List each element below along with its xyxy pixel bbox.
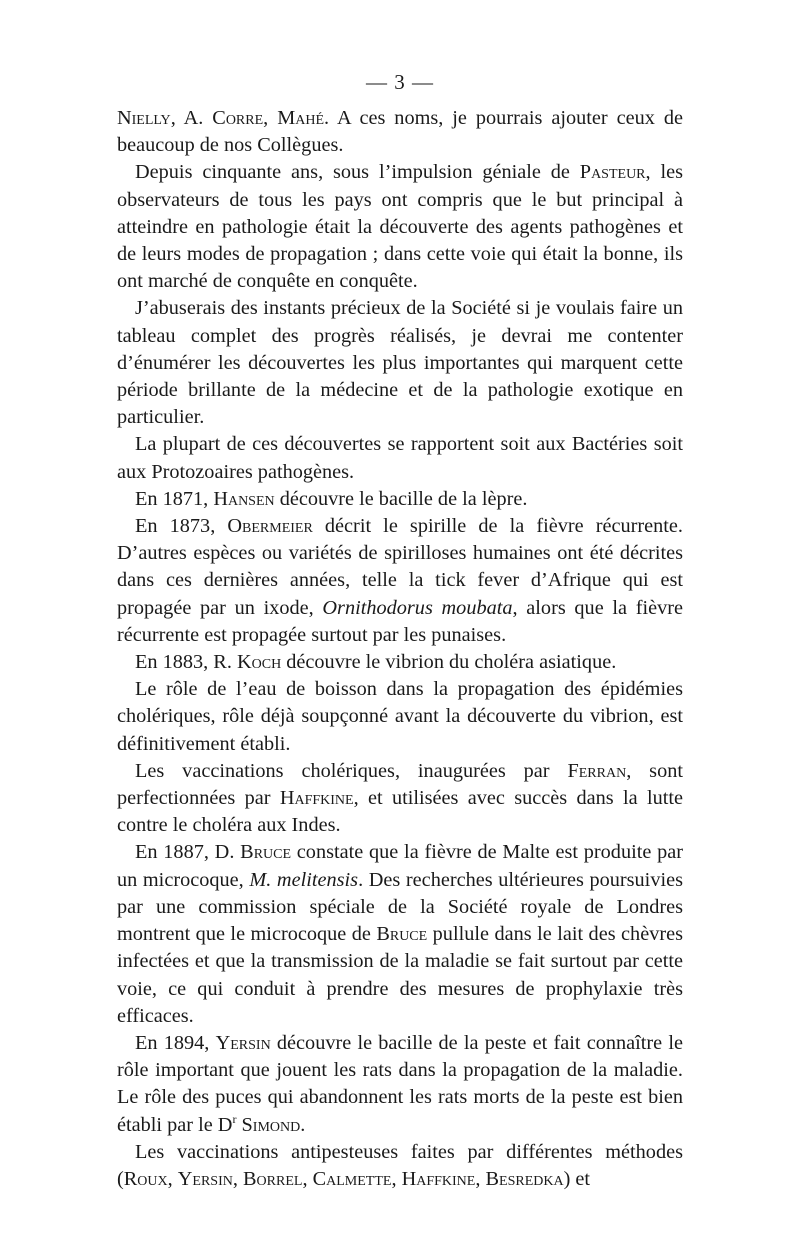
author-name: Corre <box>212 107 264 129</box>
text-run: , A. <box>170 107 213 129</box>
author-name: Bruce <box>376 923 428 946</box>
text-run: , sont perfectionnées par <box>117 759 683 810</box>
author-name: Roux <box>123 1167 168 1190</box>
text-run: découvre le vibrion du choléra asiatique. <box>281 651 617 674</box>
author-name: Haffkine <box>279 787 354 810</box>
text-run: En 1873, <box>135 515 228 538</box>
paragraph <box>117 1030 683 1139</box>
body-text <box>117 105 683 1193</box>
text-run: ) et <box>563 1167 591 1190</box>
author-name: Yersin <box>177 1167 233 1190</box>
author-name: Koch <box>236 651 282 674</box>
author-name: Simond <box>241 1113 301 1136</box>
page-number: — 3 — <box>366 70 434 94</box>
paragraph <box>117 159 683 295</box>
text-run: En 1883, R. <box>135 651 237 674</box>
author-name: Hansen <box>213 487 275 510</box>
text-run: En 1871, <box>135 487 214 510</box>
text-run: . <box>300 1113 306 1136</box>
paragraph <box>117 839 683 1029</box>
paragraph <box>117 431 683 485</box>
text-run: , les observateurs de tous les pays ont compris que le but principal à atteindre en pathologie était la découverte des agents pathogènes et de leurs modes de propagation ; dans cette voie qui était la bonne, ils ont marché de conquête en conquête. <box>117 161 684 293</box>
author-name: Nielly <box>117 107 171 129</box>
text-run: , <box>167 1167 178 1190</box>
author-name: Calmette <box>312 1167 392 1190</box>
text-run: , et utilisées avec succès dans la lutte contre le choléra aux Indes. <box>117 787 684 837</box>
italic-term: Ornithodorus moubata <box>322 596 513 619</box>
author-name: Yersin <box>215 1031 271 1054</box>
text-run: Les vaccinations antipesteuses faites par différentes méthodes ( <box>117 1140 683 1190</box>
paragraph <box>117 758 683 840</box>
author-name: Obermeier <box>227 515 313 538</box>
text-run: découvre le bacille de la peste et fait connaître le rôle important que jouent les rats dans la propagation de la maladie. Le rôle des puces qui abandonnent les rats morts de la peste est bien établi par le D <box>117 1031 683 1136</box>
italic-term: M. melitensis <box>249 868 359 891</box>
text-run: Le rôle de l’eau de boisson dans la propagation des épidémies cholériques, rôle déjà soupçonné avant la découverte du vibrion, est définitivement établi. <box>117 678 683 755</box>
author-name: Ferran <box>567 759 627 782</box>
text-run: . A ces noms, je pourrais ajouter ceux de beaucoup de nos Collègues. <box>117 107 683 157</box>
author-name: Borrel <box>243 1167 303 1190</box>
text-run: constate que la fièvre de Malte est produite par un microcoque, <box>117 841 684 891</box>
paragraph <box>117 1139 683 1193</box>
text-run: La plupart de ces découvertes se rapportent soit aux Bactéries soit aux Protozoaires pathogènes. <box>117 433 683 483</box>
paragraph <box>117 105 683 159</box>
text-run: . Des recherches ultérieures poursuivies par une commission spéciale de la Société royale de Londres montrent que le microcoque de <box>117 868 683 946</box>
text-run: J’abuserais des instants précieux de la Société si je voulais faire un tableau complet des progrès réalisés, je devrai me contenter d’énumérer les découvertes les plus importantes qui marquent cette période brillante de la médecine et de la pathologie exotique en particulier. <box>117 297 683 429</box>
author-name: Bruce <box>240 841 292 864</box>
text-run: décrit le spirille de la fièvre récurrente. D’autres espèces ou variétés de spirilloses humaines ont été décrites dans ces dernières années, telle la tick fever d’Afrique qui est propagée par un ixode, <box>117 515 683 619</box>
text-run: En 1887, D. <box>135 841 241 864</box>
text-run: découvre le bacille de la lèpre. <box>274 487 528 510</box>
text-run: , <box>475 1167 486 1190</box>
paragraph <box>117 649 683 676</box>
paragraph <box>117 295 683 431</box>
text-run: Depuis cinquante ans, sous l’impulsion géniale de <box>135 161 580 184</box>
author-name: Haffkine <box>401 1167 476 1190</box>
paragraph <box>117 513 683 649</box>
author-name: Besredka <box>485 1167 564 1190</box>
text-run: , <box>232 1167 244 1190</box>
author-name: Pasteur <box>579 161 646 184</box>
text-run: , <box>391 1167 402 1190</box>
paragraph <box>117 486 683 513</box>
text-run: pullule dans le lait des chèvres infectées et que la transmission de la maladie se fait surtout par cette voie, ce qui conduit à prendre des mesures de prophylaxie très efficaces. <box>117 923 683 1027</box>
text-run: Les vaccinations cholériques, inaugurées par <box>135 759 568 782</box>
superscript: r <box>232 1111 237 1126</box>
text-run: , <box>302 1167 313 1190</box>
text-run: En 1894, <box>135 1031 216 1054</box>
text-run: , alors que la fièvre récurrente est propagée surtout par les punaises. <box>117 596 683 646</box>
text-run: , <box>263 107 278 129</box>
paragraph <box>117 676 683 758</box>
document-page <box>117 70 683 1193</box>
author-name: Mahé <box>277 107 325 129</box>
